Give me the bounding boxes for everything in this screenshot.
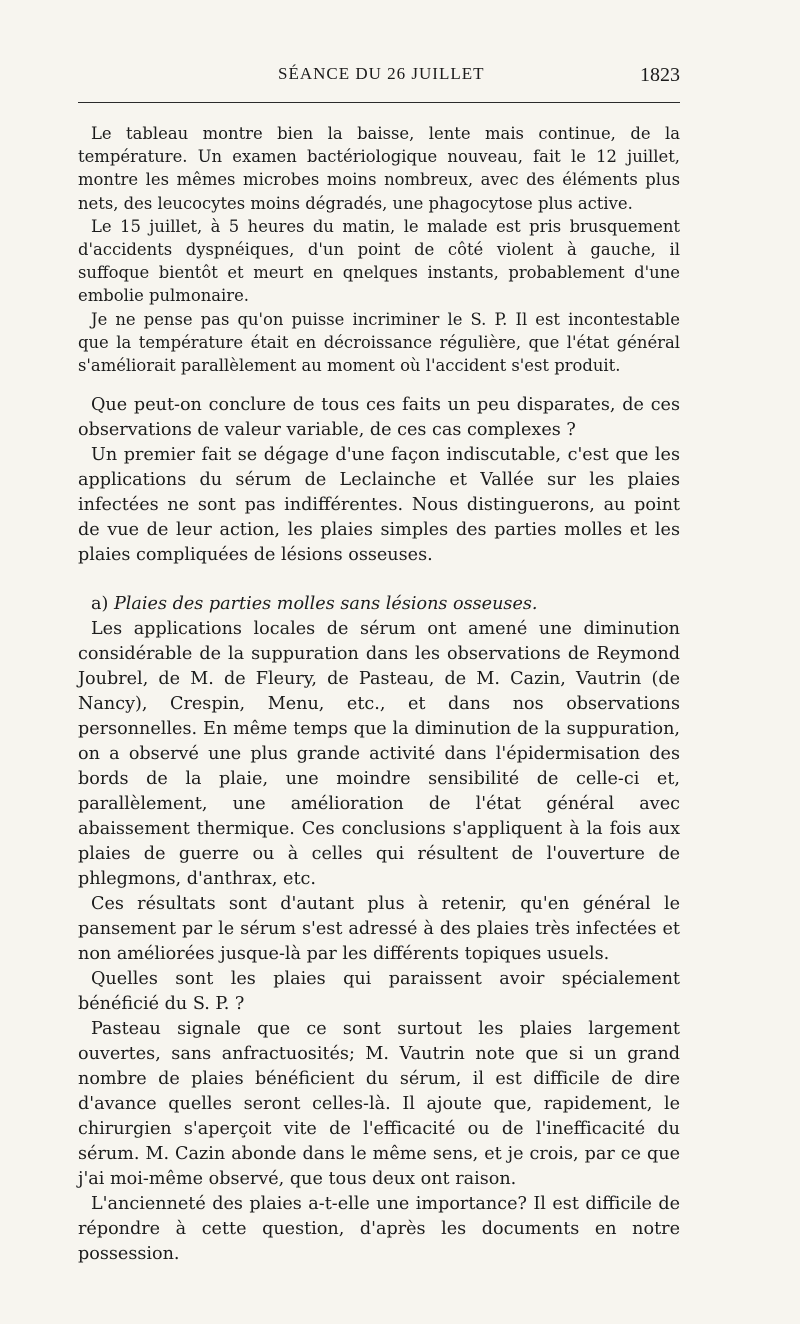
paragraph: Je ne pense pas qu'on puisse incriminer le S. P. Il est incontestable que la température était en décroissance régulière, que l'état général s'améliorait parallèlement au moment où l'accident s'est produit.	[78, 309, 680, 376]
page-number: 1823	[640, 64, 680, 86]
case-report-section	[78, 122, 680, 377]
page-header	[78, 64, 680, 92]
paragraph: Le 15 juillet, à 5 heures du matin, le malade est pris brusquement d'accidents dyspnéiques, d'un point de côté violent à gauche, il suffoque bientôt et meurt en qnelques instants, probablement d'une embolie pulmonaire.	[78, 216, 680, 306]
paragraph: Quelles sont les plaies qui paraissent avoir spécialement bénéficié du S. P. ?	[78, 969, 680, 1014]
section-subheading	[78, 592, 680, 617]
running-title: SÉANCE DU 26 JUILLET	[278, 64, 485, 83]
spacer	[78, 568, 680, 592]
paragraph: L'ancienneté des plaies a-t-elle une importance? Il est difficile de répondre à cette question, d'après les documents en notre possession.	[78, 1194, 680, 1264]
subheading-marker: a)	[91, 594, 114, 614]
conclusion-section	[78, 393, 680, 1267]
paragraph: Ces résultats sont d'autant plus à retenir, qu'en général le pansement par le sérum s'est adressé à des plaies très infectées et non améliorées jusque-là par les différents topiques usuels.	[78, 894, 680, 964]
paragraph: Les applications locales de sérum ont amené une diminution considérable de la suppuration dans les observations de Reymond Joubrel, de M. de Fleury, de Pasteau, de M. Cazin, Vautrin (de Nancy), Crespin, Menu, etc., et dans nos observations personnelles. En même temps que la diminution de la suppuration, on a observé une plus grande activité dans l'épidermisation des bords de la plaie, une moindre sensibilité de celle-ci et, parallèlement, une amélioration de l'état général avec abaissement thermique. Ces conclusions s'appliquent à la fois aux plaies de guerre ou à celles qui résultent de l'ouverture de phlegmons, d'anthrax, etc.	[78, 619, 680, 889]
paragraph: Le tableau montre bien la baisse, lente mais continue, de la température. Un examen bactériologique nouveau, fait le 12 juillet, montre les mêmes microbes moins nombreux, avec des éléments plus nets, des leucocytes moins dégradés, une phagocytose plus active.	[78, 124, 680, 213]
paragraph: Un premier fait se dégage d'une façon indiscutable, c'est que les applications du sérum de Leclainche et Vallée sur les plaies infectées ne sont pas indifférentes. Nous distinguerons, au point de vue de leur action, les plaies simples des parties molles et les plaies compliquées de lésions osseuses.	[78, 445, 680, 565]
header-rule	[78, 102, 680, 103]
subheading-text: Plaies des parties molles sans lésions osseuses.	[113, 594, 538, 614]
paragraph: Pasteau signale que ce sont surtout les plaies largement ouvertes, sans anfractuosités; M. Vautrin note que si un grand nombre de plaies bénéficient du sérum, il est difficile de dire d'avance quelles seront celles-là. Il ajoute que, rapidement, le chirurgien s'aperçoit vite de l'efficacité ou de l'inefficacité du sérum. M. Cazin abonde dans le même sens, et je crois, par ce que j'ai moi-même observé, que tous deux ont raison.	[78, 1019, 680, 1189]
paragraph: Que peut-on conclure de tous ces faits un peu disparates, de ces observations de valeur variable, de ces cas complexes ?	[78, 395, 680, 440]
